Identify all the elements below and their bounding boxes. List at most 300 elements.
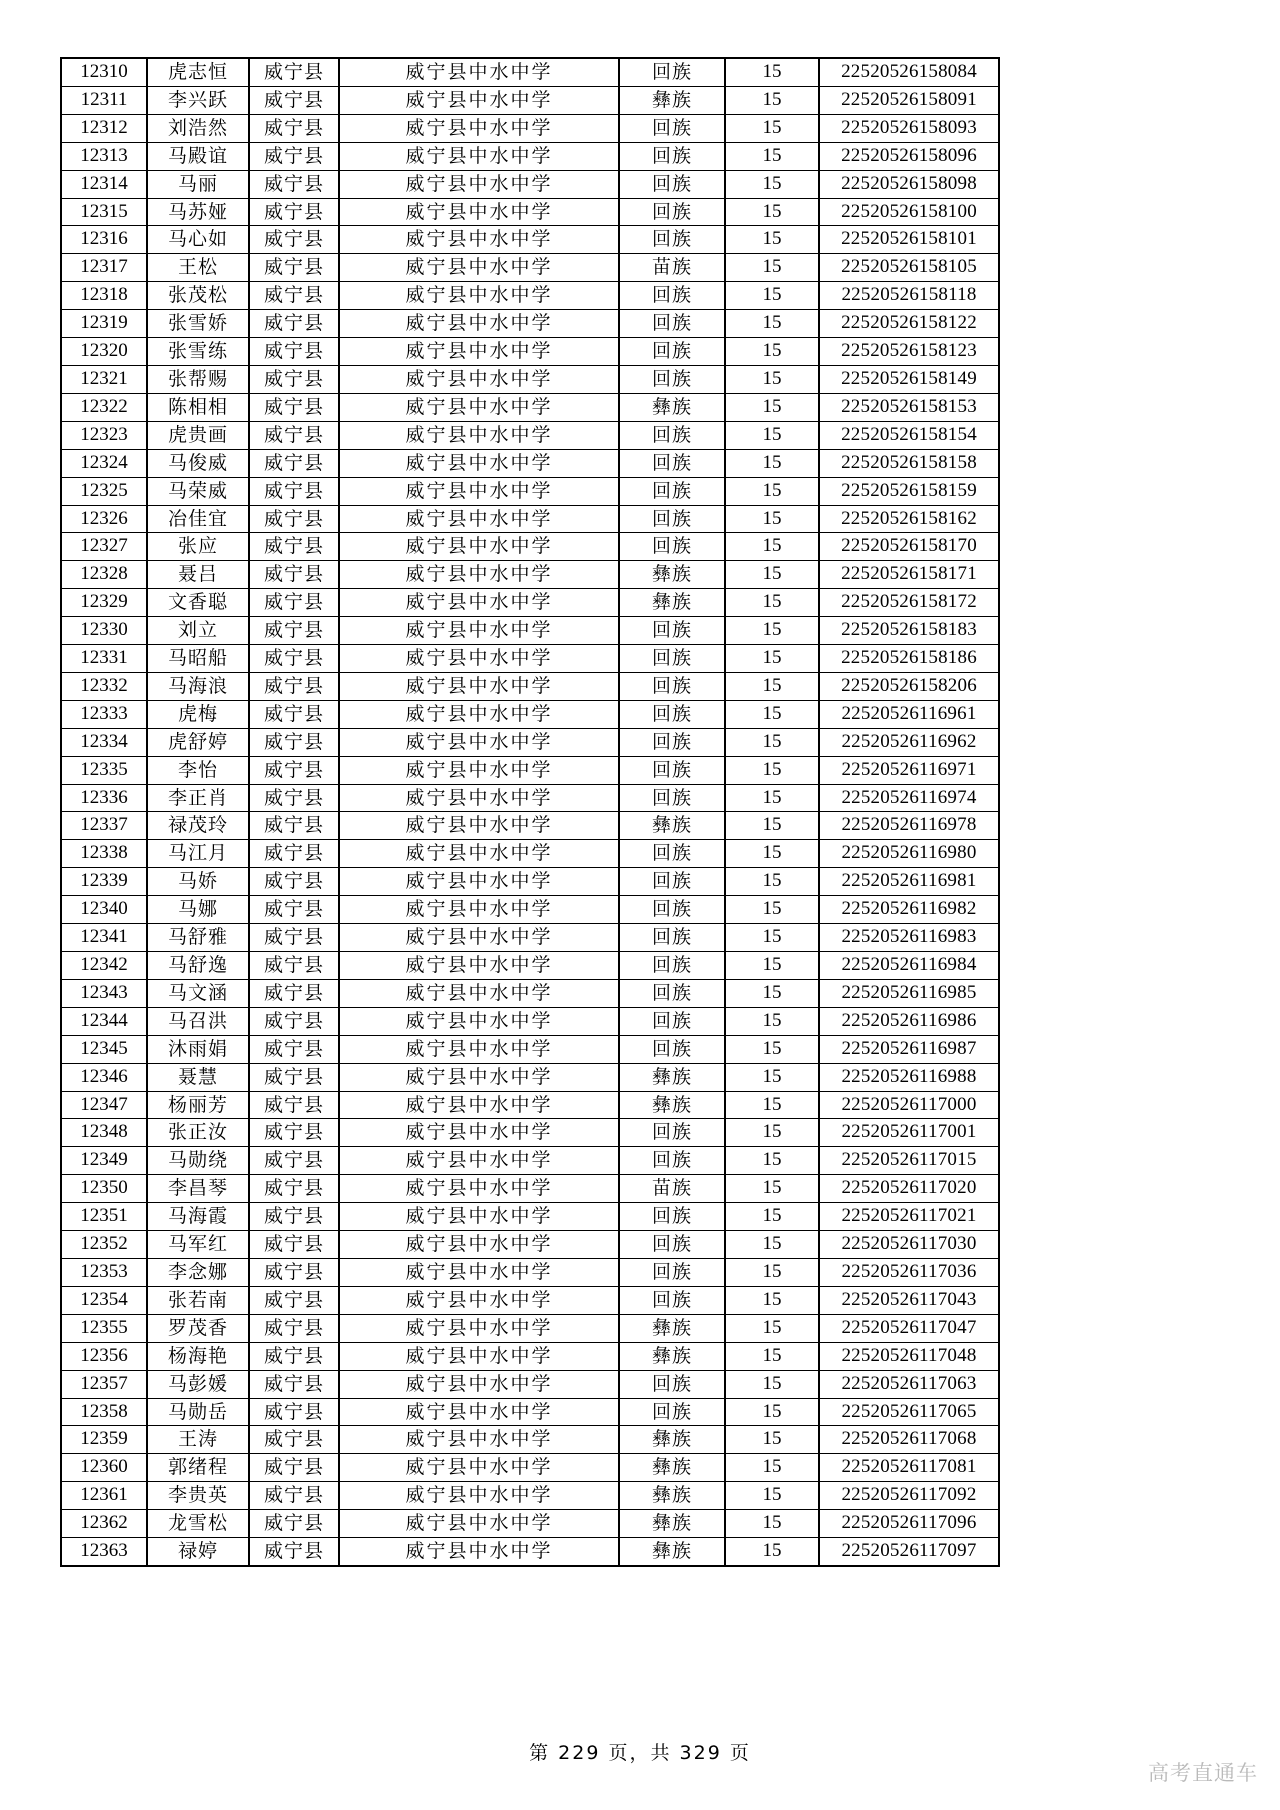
table-row: [61, 198, 999, 226]
row-candidate-name: 张雪娇: [147, 310, 249, 338]
row-score: 15: [725, 617, 819, 645]
table-row: [61, 561, 999, 589]
row-county: 威宁县: [249, 198, 339, 226]
row-score: 15: [725, 1426, 819, 1454]
row-sequence-number: 12340: [61, 896, 147, 924]
row-score: 15: [725, 1482, 819, 1510]
row-score: 15: [725, 728, 819, 756]
table-row: [61, 393, 999, 421]
row-sequence-number: 12324: [61, 449, 147, 477]
row-score: 15: [725, 672, 819, 700]
row-candidate-name: 马娜: [147, 896, 249, 924]
row-candidate-name: 虎贵画: [147, 421, 249, 449]
row-candidate-name: 杨海艳: [147, 1342, 249, 1370]
row-school: 威宁县中水中学: [339, 114, 619, 142]
row-county: 威宁县: [249, 1510, 339, 1538]
table-row: [61, 477, 999, 505]
row-school: 威宁县中水中学: [339, 1342, 619, 1370]
table-row: [61, 1314, 999, 1342]
row-candidate-id: 22520526158123: [819, 338, 999, 366]
row-county: 威宁县: [249, 1119, 339, 1147]
row-candidate-id: 22520526158098: [819, 170, 999, 198]
row-score: 15: [725, 1286, 819, 1314]
row-sequence-number: 12362: [61, 1510, 147, 1538]
row-sequence-number: 12359: [61, 1426, 147, 1454]
row-score: 15: [725, 310, 819, 338]
row-ethnicity: 回族: [619, 1231, 725, 1259]
row-sequence-number: 12338: [61, 840, 147, 868]
row-score: 15: [725, 756, 819, 784]
row-ethnicity: 回族: [619, 1258, 725, 1286]
row-sequence-number: 12343: [61, 979, 147, 1007]
row-candidate-id: 22520526158170: [819, 533, 999, 561]
row-county: 威宁县: [249, 170, 339, 198]
row-score: 15: [725, 1091, 819, 1119]
row-school: 威宁县中水中学: [339, 533, 619, 561]
row-county: 威宁县: [249, 561, 339, 589]
row-county: 威宁县: [249, 924, 339, 952]
row-school: 威宁县中水中学: [339, 1482, 619, 1510]
row-candidate-name: 马文涵: [147, 979, 249, 1007]
row-candidate-name: 马俊威: [147, 449, 249, 477]
row-candidate-id: 22520526158186: [819, 645, 999, 673]
table-row: [61, 1370, 999, 1398]
row-sequence-number: 12357: [61, 1370, 147, 1398]
table-row: [61, 449, 999, 477]
row-ethnicity: 彝族: [619, 589, 725, 617]
table-row: [61, 896, 999, 924]
row-ethnicity: 回族: [619, 338, 725, 366]
watermark-label: 高考直通车: [1148, 1761, 1258, 1785]
row-school: 威宁县中水中学: [339, 365, 619, 393]
row-score: 15: [725, 477, 819, 505]
row-candidate-id: 22520526116984: [819, 952, 999, 980]
row-sequence-number: 12351: [61, 1203, 147, 1231]
row-ethnicity: 回族: [619, 421, 725, 449]
row-candidate-name: 马苏娅: [147, 198, 249, 226]
row-candidate-name: 马昭船: [147, 645, 249, 673]
row-score: 15: [725, 282, 819, 310]
row-sequence-number: 12334: [61, 728, 147, 756]
table-row: [61, 868, 999, 896]
row-ethnicity: 回族: [619, 924, 725, 952]
row-score: 15: [725, 1231, 819, 1259]
row-county: 威宁县: [249, 1538, 339, 1566]
row-score: 15: [725, 868, 819, 896]
row-school: 威宁县中水中学: [339, 561, 619, 589]
row-candidate-name: 杨丽芳: [147, 1091, 249, 1119]
row-school: 威宁县中水中学: [339, 1063, 619, 1091]
row-school: 威宁县中水中学: [339, 784, 619, 812]
row-ethnicity: 回族: [619, 142, 725, 170]
row-school: 威宁县中水中学: [339, 840, 619, 868]
row-score: 15: [725, 114, 819, 142]
row-school: 威宁县中水中学: [339, 310, 619, 338]
row-candidate-name: 马舒逸: [147, 952, 249, 980]
row-school: 威宁县中水中学: [339, 1007, 619, 1035]
row-sequence-number: 12316: [61, 226, 147, 254]
row-ethnicity: 彝族: [619, 1314, 725, 1342]
row-sequence-number: 12311: [61, 86, 147, 114]
row-candidate-name: 马丽: [147, 170, 249, 198]
table-row: [61, 1147, 999, 1175]
row-ethnicity: 回族: [619, 979, 725, 1007]
row-county: 威宁县: [249, 868, 339, 896]
row-candidate-id: 22520526158149: [819, 365, 999, 393]
table-row: [61, 86, 999, 114]
row-sequence-number: 12363: [61, 1538, 147, 1566]
row-candidate-id: 22520526158122: [819, 310, 999, 338]
row-ethnicity: 回族: [619, 114, 725, 142]
row-school: 威宁县中水中学: [339, 477, 619, 505]
row-candidate-id: 22520526116974: [819, 784, 999, 812]
row-school: 威宁县中水中学: [339, 1370, 619, 1398]
table-row: [61, 505, 999, 533]
row-candidate-id: 22520526117001: [819, 1119, 999, 1147]
row-county: 威宁县: [249, 310, 339, 338]
row-county: 威宁县: [249, 254, 339, 282]
row-ethnicity: 彝族: [619, 1342, 725, 1370]
row-score: 15: [725, 338, 819, 366]
row-ethnicity: 回族: [619, 58, 725, 86]
row-school: 威宁县中水中学: [339, 1091, 619, 1119]
row-school: 威宁县中水中学: [339, 338, 619, 366]
table-row: [61, 756, 999, 784]
row-candidate-id: 22520526158162: [819, 505, 999, 533]
row-sequence-number: 12361: [61, 1482, 147, 1510]
row-county: 威宁县: [249, 1342, 339, 1370]
row-score: 15: [725, 58, 819, 86]
row-candidate-id: 22520526158183: [819, 617, 999, 645]
row-candidate-id: 22520526116962: [819, 728, 999, 756]
row-score: 15: [725, 533, 819, 561]
row-ethnicity: 苗族: [619, 1175, 725, 1203]
table-row: [61, 226, 999, 254]
row-candidate-name: 马心如: [147, 226, 249, 254]
row-candidate-name: 张若南: [147, 1286, 249, 1314]
row-score: 15: [725, 142, 819, 170]
row-ethnicity: 回族: [619, 1119, 725, 1147]
table-row: [61, 617, 999, 645]
row-score: 15: [725, 393, 819, 421]
table-row: [61, 1342, 999, 1370]
row-county: 威宁县: [249, 700, 339, 728]
row-ethnicity: 回族: [619, 449, 725, 477]
row-score: 15: [725, 589, 819, 617]
row-candidate-name: 龙雪松: [147, 1510, 249, 1538]
row-candidate-id: 22520526158172: [819, 589, 999, 617]
row-sequence-number: 12332: [61, 672, 147, 700]
row-score: 15: [725, 952, 819, 980]
row-county: 威宁县: [249, 365, 339, 393]
row-sequence-number: 12342: [61, 952, 147, 980]
row-county: 威宁县: [249, 58, 339, 86]
row-candidate-name: 李正肖: [147, 784, 249, 812]
row-sequence-number: 12350: [61, 1175, 147, 1203]
row-school: 威宁县中水中学: [339, 868, 619, 896]
row-candidate-name: 马江月: [147, 840, 249, 868]
row-score: 15: [725, 421, 819, 449]
row-sequence-number: 12348: [61, 1119, 147, 1147]
row-candidate-id: 22520526116978: [819, 812, 999, 840]
row-sequence-number: 12331: [61, 645, 147, 673]
row-school: 威宁县中水中学: [339, 1454, 619, 1482]
row-county: 威宁县: [249, 979, 339, 1007]
row-sequence-number: 12319: [61, 310, 147, 338]
row-school: 威宁县中水中学: [339, 1175, 619, 1203]
row-ethnicity: 回族: [619, 1007, 725, 1035]
row-school: 威宁县中水中学: [339, 924, 619, 952]
row-county: 威宁县: [249, 421, 339, 449]
row-score: 15: [725, 1007, 819, 1035]
table-row: [61, 589, 999, 617]
row-county: 威宁县: [249, 282, 339, 310]
row-score: 15: [725, 1258, 819, 1286]
table-row: [61, 952, 999, 980]
row-candidate-id: 22520526158171: [819, 561, 999, 589]
row-candidate-name: 张正汝: [147, 1119, 249, 1147]
row-school: 威宁县中水中学: [339, 282, 619, 310]
row-score: 15: [725, 449, 819, 477]
row-score: 15: [725, 1538, 819, 1566]
row-ethnicity: 回族: [619, 617, 725, 645]
table-row: [61, 533, 999, 561]
row-school: 威宁县中水中学: [339, 1314, 619, 1342]
table-row: [61, 1538, 999, 1566]
row-score: 15: [725, 840, 819, 868]
row-school: 威宁县中水中学: [339, 1286, 619, 1314]
row-candidate-name: 罗茂香: [147, 1314, 249, 1342]
row-county: 威宁县: [249, 645, 339, 673]
row-candidate-id: 22520526117036: [819, 1258, 999, 1286]
table-row: [61, 840, 999, 868]
table-row: [61, 812, 999, 840]
row-school: 威宁县中水中学: [339, 700, 619, 728]
row-county: 威宁县: [249, 589, 339, 617]
row-score: 15: [725, 1203, 819, 1231]
row-sequence-number: 12321: [61, 365, 147, 393]
row-candidate-id: 22520526116985: [819, 979, 999, 1007]
row-score: 15: [725, 561, 819, 589]
row-ethnicity: 回族: [619, 784, 725, 812]
row-candidate-name: 张应: [147, 533, 249, 561]
row-county: 威宁县: [249, 952, 339, 980]
row-score: 15: [725, 1035, 819, 1063]
row-county: 威宁县: [249, 1203, 339, 1231]
row-candidate-name: 聂吕: [147, 561, 249, 589]
row-school: 威宁县中水中学: [339, 812, 619, 840]
row-candidate-name: 陈相相: [147, 393, 249, 421]
row-candidate-name: 马荣威: [147, 477, 249, 505]
row-school: 威宁县中水中学: [339, 728, 619, 756]
row-county: 威宁县: [249, 1314, 339, 1342]
table-row: [61, 58, 999, 86]
row-county: 威宁县: [249, 86, 339, 114]
row-candidate-name: 王涛: [147, 1426, 249, 1454]
row-score: 15: [725, 1454, 819, 1482]
table-row: [61, 1119, 999, 1147]
table-row: [61, 1398, 999, 1426]
row-ethnicity: 彝族: [619, 1063, 725, 1091]
row-school: 威宁县中水中学: [339, 1231, 619, 1259]
row-sequence-number: 12355: [61, 1314, 147, 1342]
row-candidate-name: 马海霞: [147, 1203, 249, 1231]
row-candidate-name: 李贵英: [147, 1482, 249, 1510]
row-candidate-name: 王松: [147, 254, 249, 282]
row-candidate-id: 22520526158096: [819, 142, 999, 170]
row-school: 威宁县中水中学: [339, 393, 619, 421]
row-school: 威宁县中水中学: [339, 198, 619, 226]
row-candidate-name: 马勋岳: [147, 1398, 249, 1426]
row-ethnicity: 回族: [619, 700, 725, 728]
row-candidate-id: 22520526116980: [819, 840, 999, 868]
row-candidate-id: 22520526116987: [819, 1035, 999, 1063]
row-county: 威宁县: [249, 756, 339, 784]
row-county: 威宁县: [249, 784, 339, 812]
row-sequence-number: 12312: [61, 114, 147, 142]
table-row: [61, 1510, 999, 1538]
row-county: 威宁县: [249, 840, 339, 868]
table-row: [61, 784, 999, 812]
table-row: [61, 1063, 999, 1091]
row-sequence-number: 12333: [61, 700, 147, 728]
table-row: [61, 979, 999, 1007]
row-school: 威宁县中水中学: [339, 142, 619, 170]
table-row: [61, 254, 999, 282]
row-school: 威宁县中水中学: [339, 421, 619, 449]
row-candidate-name: 虎志恒: [147, 58, 249, 86]
row-candidate-id: 22520526158158: [819, 449, 999, 477]
row-candidate-name: 马勋绕: [147, 1147, 249, 1175]
row-county: 威宁县: [249, 672, 339, 700]
row-county: 威宁县: [249, 338, 339, 366]
row-school: 威宁县中水中学: [339, 1426, 619, 1454]
row-candidate-name: 冶佳宜: [147, 505, 249, 533]
row-candidate-id: 22520526116982: [819, 896, 999, 924]
row-ethnicity: 回族: [619, 645, 725, 673]
row-school: 威宁县中水中学: [339, 617, 619, 645]
row-candidate-id: 22520526158100: [819, 198, 999, 226]
row-county: 威宁县: [249, 533, 339, 561]
row-sequence-number: 12314: [61, 170, 147, 198]
row-school: 威宁县中水中学: [339, 1258, 619, 1286]
row-ethnicity: 彝族: [619, 86, 725, 114]
row-candidate-name: 刘浩然: [147, 114, 249, 142]
row-school: 威宁县中水中学: [339, 1398, 619, 1426]
row-candidate-id: 22520526158153: [819, 393, 999, 421]
row-score: 15: [725, 979, 819, 1007]
row-sequence-number: 12354: [61, 1286, 147, 1314]
row-sequence-number: 12337: [61, 812, 147, 840]
row-candidate-id: 22520526158101: [819, 226, 999, 254]
row-candidate-name: 禄婷: [147, 1538, 249, 1566]
row-sequence-number: 12345: [61, 1035, 147, 1063]
row-county: 威宁县: [249, 617, 339, 645]
row-candidate-id: 22520526117043: [819, 1286, 999, 1314]
row-candidate-id: 22520526117030: [819, 1231, 999, 1259]
row-ethnicity: 彝族: [619, 1538, 725, 1566]
row-county: 威宁县: [249, 1063, 339, 1091]
row-candidate-id: 22520526158091: [819, 86, 999, 114]
row-candidate-name: 李兴跃: [147, 86, 249, 114]
row-school: 威宁县中水中学: [339, 86, 619, 114]
row-candidate-name: 张雪练: [147, 338, 249, 366]
row-ethnicity: 回族: [619, 170, 725, 198]
table-row: [61, 1258, 999, 1286]
row-county: 威宁县: [249, 1007, 339, 1035]
row-ethnicity: 回族: [619, 756, 725, 784]
row-candidate-name: 马殿谊: [147, 142, 249, 170]
row-score: 15: [725, 1370, 819, 1398]
table-row: [61, 672, 999, 700]
row-ethnicity: 回族: [619, 896, 725, 924]
candidate-roster-table: [60, 57, 1000, 1567]
row-candidate-id: 22520526117065: [819, 1398, 999, 1426]
row-ethnicity: 回族: [619, 505, 725, 533]
row-candidate-id: 22520526116986: [819, 1007, 999, 1035]
row-ethnicity: 彝族: [619, 561, 725, 589]
table-row: [61, 1454, 999, 1482]
row-county: 威宁县: [249, 728, 339, 756]
row-candidate-id: 22520526116961: [819, 700, 999, 728]
row-score: 15: [725, 1342, 819, 1370]
row-candidate-name: 文香聪: [147, 589, 249, 617]
row-candidate-name: 郭绪程: [147, 1454, 249, 1482]
table-row: [61, 924, 999, 952]
row-county: 威宁县: [249, 1091, 339, 1119]
row-sequence-number: 12360: [61, 1454, 147, 1482]
row-candidate-id: 22520526117081: [819, 1454, 999, 1482]
row-school: 威宁县中水中学: [339, 979, 619, 1007]
row-candidate-name: 沐雨娟: [147, 1035, 249, 1063]
row-sequence-number: 12339: [61, 868, 147, 896]
row-ethnicity: 回族: [619, 952, 725, 980]
row-ethnicity: 回族: [619, 868, 725, 896]
row-county: 威宁县: [249, 896, 339, 924]
row-county: 威宁县: [249, 1426, 339, 1454]
row-candidate-id: 22520526158206: [819, 672, 999, 700]
row-county: 威宁县: [249, 477, 339, 505]
row-school: 威宁县中水中学: [339, 589, 619, 617]
row-sequence-number: 12344: [61, 1007, 147, 1035]
table-row: [61, 282, 999, 310]
row-school: 威宁县中水中学: [339, 1510, 619, 1538]
roster-table-container: [60, 57, 998, 1567]
row-sequence-number: 12325: [61, 477, 147, 505]
row-sequence-number: 12318: [61, 282, 147, 310]
table-row: [61, 365, 999, 393]
row-candidate-name: 马海浪: [147, 672, 249, 700]
row-candidate-id: 22520526116983: [819, 924, 999, 952]
table-row: [61, 645, 999, 673]
row-score: 15: [725, 784, 819, 812]
row-county: 威宁县: [249, 1231, 339, 1259]
row-ethnicity: 彝族: [619, 1510, 725, 1538]
row-candidate-id: 22520526117063: [819, 1370, 999, 1398]
row-candidate-name: 刘立: [147, 617, 249, 645]
row-county: 威宁县: [249, 1454, 339, 1482]
row-county: 威宁县: [249, 114, 339, 142]
table-row: [61, 1482, 999, 1510]
row-county: 威宁县: [249, 812, 339, 840]
row-school: 威宁县中水中学: [339, 952, 619, 980]
row-candidate-id: 22520526158105: [819, 254, 999, 282]
row-school: 威宁县中水中学: [339, 1538, 619, 1566]
row-ethnicity: 回族: [619, 226, 725, 254]
row-candidate-name: 张帮赐: [147, 365, 249, 393]
row-ethnicity: 苗族: [619, 254, 725, 282]
table-row: [61, 114, 999, 142]
